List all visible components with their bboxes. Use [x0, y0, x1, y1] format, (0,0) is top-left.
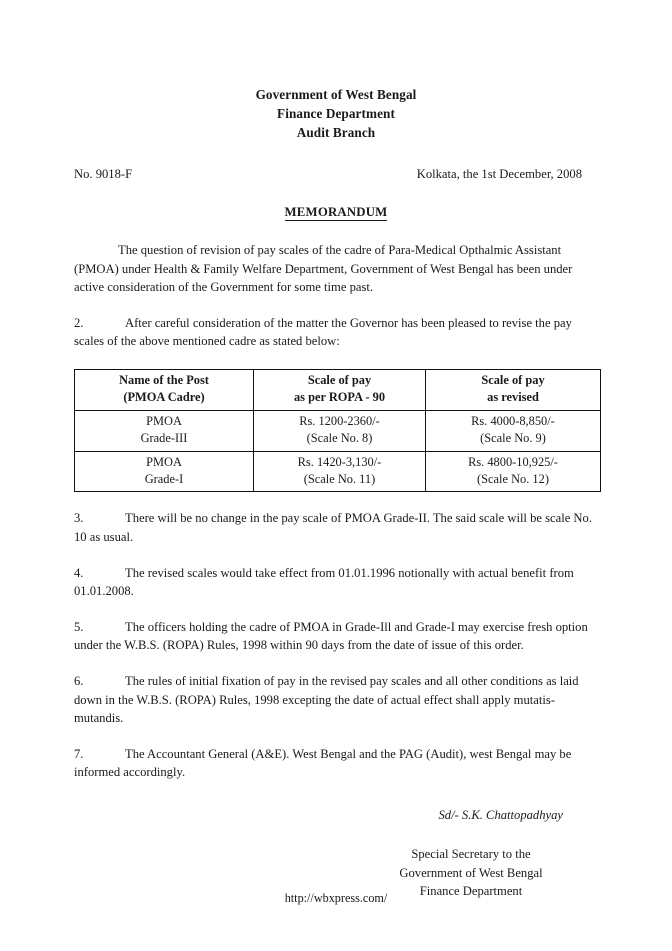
paragraph-6 — [74, 672, 598, 728]
cell-post — [75, 410, 254, 451]
column-header-ropa90-line1: Scale of pay — [307, 372, 372, 387]
cell-ropa90-line1: Rs. 1200-2360/- — [299, 413, 380, 428]
cell-ropa90 — [254, 410, 426, 451]
paragraph-3-number: 3. — [74, 511, 84, 526]
column-header-post-line2: (PMOA Cadre) — [123, 390, 205, 405]
paragraph-2-text: After careful consideration of the matter the Governor has been pleased to revise the pay scales of the above mentioned cadre as stated below: — [74, 315, 572, 349]
cell-post-line1: PMOA — [146, 413, 182, 428]
designation-line-1: Special Secretary to the — [411, 846, 531, 861]
cell-revised-line2: (Scale No. 9) — [480, 431, 546, 446]
paragraph-6-number: 6. — [74, 673, 84, 688]
cell-post-line2: Grade-I — [144, 472, 184, 486]
cell-revised — [426, 410, 601, 451]
letterhead-line-government: Government of West Bengal — [255, 87, 417, 102]
column-header-revised — [426, 369, 601, 410]
paragraph-7 — [74, 745, 598, 782]
cell-post-line2: Grade-III — [140, 431, 188, 446]
paragraph-2-number: 2. — [74, 315, 84, 330]
cell-post — [75, 451, 254, 492]
column-header-ropa90-line2: as per ROPA - 90 — [293, 390, 386, 405]
memo-number: No. 9018-F — [74, 167, 133, 181]
paragraph-7-text: The Accountant General (A&E). West Bengal and the PAG (Audit), west Bengal may be informed accordingly. — [74, 746, 572, 780]
footer-url: http://wbxpress.com/ — [284, 891, 388, 905]
paragraph-3-text: There will be no change in the pay scale of PMOA Grade-II. The said scale will be scale No. 10 as usual. — [74, 511, 592, 544]
table-header-row — [75, 369, 601, 410]
signature-line: Sd/- S.K. Chattopadhyay — [438, 807, 563, 822]
cell-revised-line1: Rs. 4800-10,925/- — [468, 454, 558, 469]
cell-post-line1: PMOA — [146, 454, 182, 469]
paragraph-4 — [74, 564, 598, 601]
paragraph-5-text: The officers holding the cadre of PMOA in Grade-Ill and Grade-I may exercise fresh option under the W.B.S. (ROPA) Rules, 1998 within 90 days from the date of issue of this order. — [74, 619, 588, 653]
paragraph-2 — [74, 314, 598, 351]
cell-revised — [426, 451, 601, 492]
letterhead-line-branch: Audit Branch — [296, 125, 376, 140]
designation-line-2: Government of West Bengal — [399, 865, 543, 880]
letterhead-line-department: Finance Department — [277, 106, 395, 121]
cell-ropa90-line2: (Scale No. 11) — [303, 472, 376, 486]
cell-ropa90-line1: Rs. 1420-3,130/- — [297, 454, 382, 469]
paragraph-5 — [74, 618, 598, 655]
cell-ropa90-line2: (Scale No. 8) — [306, 431, 373, 446]
paragraph-6-text: The rules of initial fixation of pay in the revised pay scales and all other conditions as laid down in the W.B.S. (ROPA) Rules, 1998 excepting the date of actual effect shall apply mutatis-mutandis. — [74, 673, 579, 726]
cell-ropa90 — [254, 451, 426, 492]
column-header-post-line1: Name of the Post — [119, 372, 209, 387]
page-title-text: MEMORANDUM — [284, 205, 388, 219]
paragraph-5-number: 5. — [74, 619, 84, 634]
table-row — [75, 451, 601, 492]
pay-scale-table — [74, 369, 601, 492]
letterhead — [74, 85, 598, 142]
footer — [0, 891, 672, 906]
table-row — [75, 410, 601, 451]
paragraph-1 — [74, 241, 598, 297]
paragraph-7-number: 7. — [74, 746, 84, 761]
paragraph-3 — [74, 509, 598, 546]
designation-line-3: Finance Department — [419, 884, 523, 899]
column-header-revised-line2: as revised — [487, 390, 539, 405]
paragraph-4-number: 4. — [74, 565, 84, 580]
column-header-ropa90 — [254, 369, 426, 410]
column-header-post — [75, 369, 254, 410]
paragraph-4-text: The revised scales would take effect from 01.01.1996 notionally with actual benefit from 01.01.2008. — [74, 565, 574, 599]
cell-revised-line1: Rs. 4000-8,850/- — [471, 413, 555, 428]
cell-revised-line2: (Scale No. 12) — [477, 472, 549, 486]
reference-line — [74, 166, 598, 183]
column-header-revised-line1: Scale of pay — [481, 372, 545, 387]
place-and-date: Kolkata, the 1st December, 2008 — [416, 167, 582, 181]
page-title — [74, 205, 598, 220]
paragraph-1-text: The question of revision of pay scales of the cadre of Para-Medical Opthalmic Assistant (PMOA) under Health & Family Welfare Department, Government of West Bengal has been under active consideration of the Government for some time past. — [74, 243, 573, 295]
